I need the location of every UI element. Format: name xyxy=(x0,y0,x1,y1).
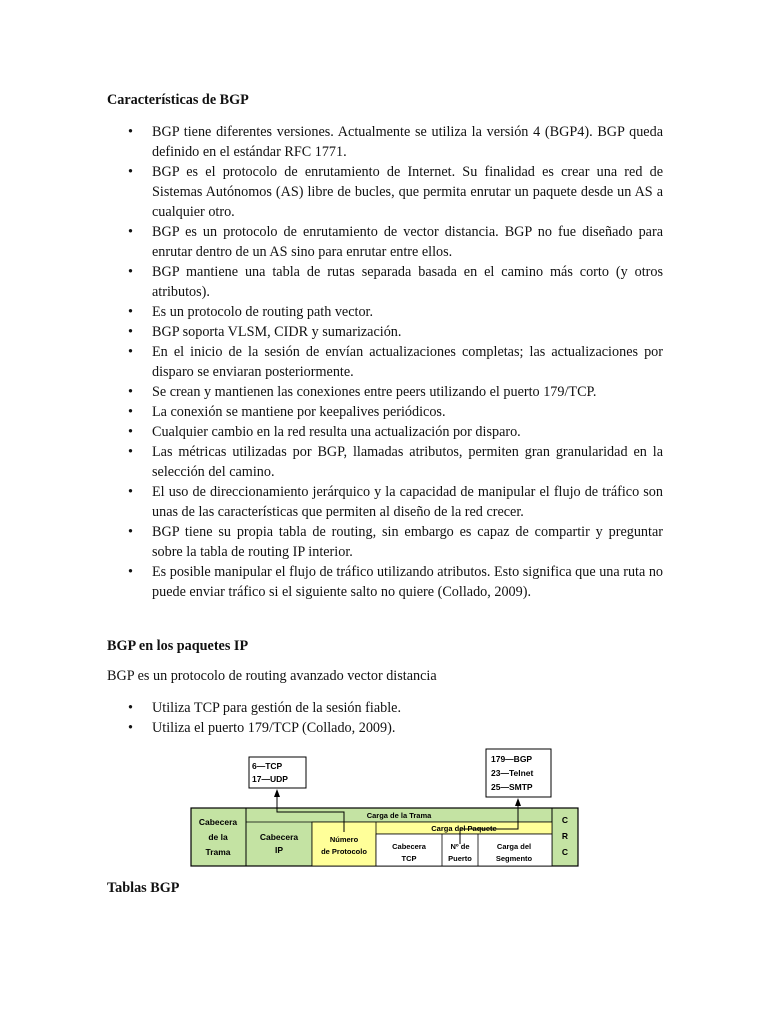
list-item-text: Utiliza el puerto 179/TCP (Collado, 2009). xyxy=(152,720,396,736)
list-item xyxy=(107,562,663,602)
bullet-icon: • xyxy=(128,324,133,340)
list-item xyxy=(107,422,663,442)
bullet-icon: • xyxy=(128,484,133,500)
protocol-udp-label: 17—UDP xyxy=(252,774,288,784)
frame-header-line3: Trama xyxy=(205,847,231,857)
list-item-text: Es posible manipular el flujo de tráfico utilizando atributos. Esto significa que una ruta no puede enviar tráfico si el siguiente salto no quiere (Collado, 2009). xyxy=(152,564,664,600)
list-item xyxy=(107,482,663,522)
port-telnet-label: 23—Telnet xyxy=(491,768,534,778)
port-arrow-head xyxy=(515,798,521,806)
list-item xyxy=(107,322,663,342)
protocol-tcp-label: 6—TCP xyxy=(252,761,283,771)
list-item-text: BGP es el protocolo de enrutamiento de Internet. Su finalidad es crear una red de Sistemas Autónomos (AS) libre de bucles, que permita enrutar un paquete desde un AS a cualquier otro. xyxy=(152,164,663,220)
list-item xyxy=(107,402,663,422)
bullet-icon: • xyxy=(128,524,133,540)
list-item xyxy=(107,122,663,162)
port-number-line2: Puerto xyxy=(448,854,472,863)
list-item xyxy=(107,382,663,402)
section-heading-bgp-features: Características de BGP xyxy=(107,92,249,108)
list-item xyxy=(107,698,663,718)
list-item xyxy=(107,442,663,482)
bullet-icon: • xyxy=(128,124,133,140)
tcp-header-line2: TCP xyxy=(401,854,417,863)
bullet-icon: • xyxy=(128,404,133,420)
ip-header-line2: IP xyxy=(274,845,284,855)
frame-payload-label: Carga de la Trama xyxy=(366,811,432,820)
list-item-text: Es un protocolo de routing path vector. xyxy=(152,304,374,320)
bgp-tcp-list xyxy=(107,698,663,738)
frame-header-line1: Cabecera xyxy=(198,817,238,827)
segment-payload-line1: Carga del xyxy=(496,842,532,851)
list-item-text: BGP tiene su propia tabla de routing, sin embargo es capaz de compartir y preguntar sobre la tabla de routing IP interior. xyxy=(152,524,663,560)
bullet-icon: • xyxy=(128,424,133,440)
crc-letter-r: R xyxy=(561,831,569,841)
bullet-icon: • xyxy=(128,164,133,180)
bullet-icon: • xyxy=(128,720,133,736)
port-smtp-label: 25—SMTP xyxy=(491,782,533,792)
list-item-text: BGP soporta VLSM, CIDR y sumarización. xyxy=(152,324,402,340)
protocol-number-line1: Número xyxy=(329,835,359,844)
bullet-icon: • xyxy=(128,264,133,280)
bgp-encapsulation-diagram xyxy=(188,745,583,870)
list-item-text: En el inicio de la sesión de envían actualizaciones completas; las actualizaciones por disparo se enviaran posteriormente. xyxy=(152,344,663,380)
list-item xyxy=(107,718,663,738)
list-item-text: El uso de direccionamiento jerárquico y la capacidad de manipular el flujo de tráfico son unas de las características que permiten al diseño de la red crecer. xyxy=(152,484,663,520)
list-item-text: Las métricas utilizadas por BGP, llamadas atributos, permiten gran granularidad en la selección del camino. xyxy=(152,444,663,480)
bullet-icon: • xyxy=(128,700,133,716)
port-number-line1: Nº de xyxy=(450,842,470,851)
crc-letter-c1: C xyxy=(561,815,569,825)
bullet-icon: • xyxy=(128,304,133,320)
list-item-text: La conexión se mantiene por keepalives periódicos. xyxy=(152,404,446,420)
bullet-icon: • xyxy=(128,384,133,400)
list-item xyxy=(107,342,663,382)
list-item-text: BGP mantiene una tabla de rutas separada basada en el camino más corto (y otros atributos). xyxy=(152,264,663,300)
section-heading-bgp-ip-packets: BGP en los paquetes IP xyxy=(107,638,249,654)
port-bgp-label: 179—BGP xyxy=(491,754,533,764)
ip-header-line1: Cabecera xyxy=(259,832,299,842)
list-item-text: Cualquier cambio en la red resulta una actualización por disparo. xyxy=(152,424,521,440)
bullet-icon: • xyxy=(128,344,133,360)
crc-letter-c2: C xyxy=(561,847,569,857)
tcp-header-line1: Cabecera xyxy=(392,842,426,851)
list-item xyxy=(107,162,663,222)
segment-payload-line2: Segmento xyxy=(495,854,533,863)
list-item xyxy=(107,522,663,562)
packet-payload-label: Carga del Paquete xyxy=(431,824,497,833)
list-item xyxy=(107,302,663,322)
frame-header-line2: de la xyxy=(208,832,228,842)
list-item-text: BGP es un protocolo de enrutamiento de vector distancia. BGP no fue diseñado para enrutar dentro de un AS sino para enrutar entre ellos. xyxy=(152,224,663,260)
bgp-intro-paragraph: BGP es un protocolo de routing avanzado vector distancia xyxy=(107,668,437,684)
list-item xyxy=(107,262,663,302)
bullet-icon: • xyxy=(128,564,133,580)
bullet-icon: • xyxy=(128,224,133,240)
list-item-text: BGP tiene diferentes versiones. Actualmente se utiliza la versión 4 (BGP4). BGP queda definido en el estándar RFC 1771. xyxy=(152,124,663,160)
section-heading-bgp-tables: Tablas BGP xyxy=(107,880,180,896)
list-item-text: Se crean y mantienen las conexiones entre peers utilizando el puerto 179/TCP. xyxy=(152,384,597,400)
protocol-number-line2: de Protocolo xyxy=(321,847,367,856)
list-item-text: Utiliza TCP para gestión de la sesión fiable. xyxy=(152,700,402,716)
bullet-icon: • xyxy=(128,444,133,460)
list-item xyxy=(107,222,663,262)
protocol-arrow-head xyxy=(274,789,280,797)
bgp-features-list xyxy=(107,122,663,602)
